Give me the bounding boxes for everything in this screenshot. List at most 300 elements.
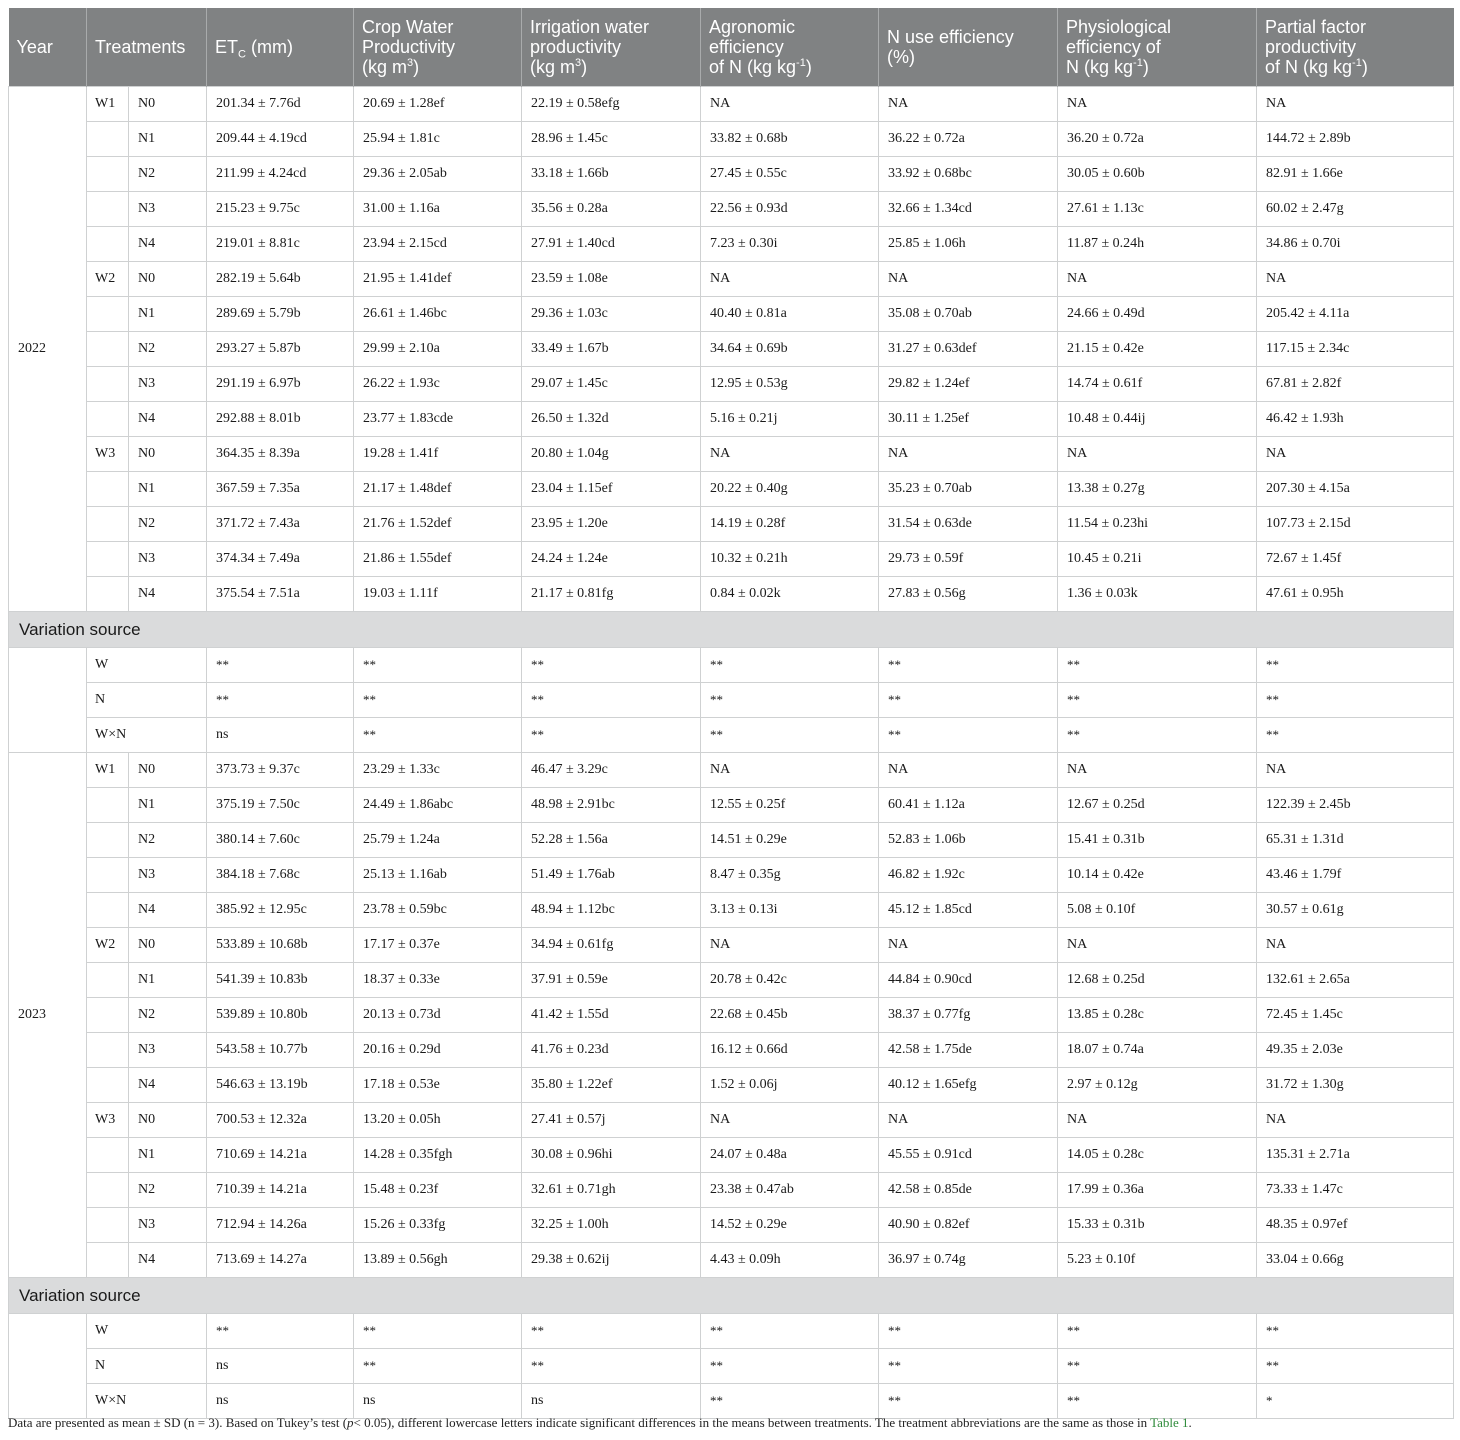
nitrogen-treatment-cell: N0 [129, 262, 207, 297]
value-cell: 10.48 ± 0.44ij [1058, 402, 1257, 437]
significance-cell: ** [1058, 648, 1257, 683]
value-cell: 14.19 ± 0.28f [701, 507, 879, 542]
year-cell: 2022 [9, 87, 87, 612]
significance-cell: ns [207, 1384, 354, 1419]
value-cell: NA [1257, 262, 1454, 297]
significance-cell: ** [1257, 1349, 1454, 1384]
value-cell: 710.69 ± 14.21a [207, 1138, 354, 1173]
value-cell: 29.99 ± 2.10a [354, 332, 522, 367]
value-cell: 14.51 ± 0.29e [701, 823, 879, 858]
significance-cell: ** [354, 648, 522, 683]
value-cell: 40.90 ± 0.82ef [879, 1208, 1058, 1243]
value-cell: 201.34 ± 7.76d [207, 87, 354, 122]
value-cell: NA [879, 262, 1058, 297]
nitrogen-treatment-cell: N2 [129, 823, 207, 858]
value-cell: 373.73 ± 9.37c [207, 753, 354, 788]
value-cell: 21.17 ± 0.81fg [522, 577, 701, 612]
significance-cell: ns [207, 1349, 354, 1384]
value-cell: 14.52 ± 0.29e [701, 1208, 879, 1243]
value-cell: 207.30 ± 4.15a [1257, 472, 1454, 507]
value-cell: 209.44 ± 4.19cd [207, 122, 354, 157]
significance-cell: ns [522, 1384, 701, 1419]
nitrogen-treatment-cell: N3 [129, 192, 207, 227]
value-cell: 17.17 ± 0.37e [354, 928, 522, 963]
value-cell: 205.42 ± 4.11a [1257, 297, 1454, 332]
value-cell: 10.14 ± 0.42e [1058, 858, 1257, 893]
value-cell: NA [1058, 87, 1257, 122]
value-cell: 33.49 ± 1.67b [522, 332, 701, 367]
nitrogen-treatment-cell: N1 [129, 122, 207, 157]
value-cell: 31.27 ± 0.63def [879, 332, 1058, 367]
variation-blank-cell [9, 648, 87, 753]
header-etc: $ET_C$ (mm) [207, 8, 354, 87]
value-cell: 36.22 ± 0.72a [879, 122, 1058, 157]
table-row [9, 367, 1454, 402]
value-cell: 546.63 ± 13.19b [207, 1068, 354, 1103]
value-cell: 700.53 ± 12.32a [207, 1103, 354, 1138]
significance-cell: ** [1257, 648, 1454, 683]
value-cell: 31.54 ± 0.63de [879, 507, 1058, 542]
value-cell: NA [1257, 1103, 1454, 1138]
value-cell: 26.61 ± 1.46bc [354, 297, 522, 332]
significance-cell: ** [701, 1314, 879, 1349]
value-cell: NA [701, 437, 879, 472]
value-cell: NA [701, 87, 879, 122]
value-cell: 31.72 ± 1.30g [1257, 1068, 1454, 1103]
value-cell: 1.36 ± 0.03k [1058, 577, 1257, 612]
significance-cell: ** [354, 1314, 522, 1349]
variation-row [9, 648, 1454, 683]
variation-row [9, 718, 1454, 753]
value-cell: 35.23 ± 0.70ab [879, 472, 1058, 507]
value-cell: 30.11 ± 1.25ef [879, 402, 1058, 437]
water-treatment-cell-empty [87, 1138, 129, 1173]
nitrogen-treatment-cell: N1 [129, 1138, 207, 1173]
value-cell: 23.94 ± 2.15cd [354, 227, 522, 262]
value-cell: 24.24 ± 1.24e [522, 542, 701, 577]
table-container [8, 8, 1453, 1419]
value-cell: 23.78 ± 0.59bc [354, 893, 522, 928]
value-cell: 1.52 ± 0.06j [701, 1068, 879, 1103]
value-cell: 364.35 ± 8.39a [207, 437, 354, 472]
value-cell: 13.89 ± 0.56gh [354, 1243, 522, 1278]
value-cell: NA [1058, 437, 1257, 472]
value-cell: 28.96 ± 1.45c [522, 122, 701, 157]
value-cell: 40.40 ± 0.81a [701, 297, 879, 332]
table-row [9, 823, 1454, 858]
value-cell: 13.38 ± 0.27g [1058, 472, 1257, 507]
value-cell: 2.97 ± 0.12g [1058, 1068, 1257, 1103]
value-cell: 107.73 ± 2.15d [1257, 507, 1454, 542]
header-partial-factor-productivity: Partial factor productivity of N (kg $kg^{-1}$) [1257, 8, 1454, 87]
water-treatment-cell-empty [87, 332, 129, 367]
water-treatment-cell-empty [87, 998, 129, 1033]
variation-source-row [9, 1278, 1454, 1314]
variation-blank-cell [9, 1314, 87, 1419]
value-cell: 374.34 ± 7.49a [207, 542, 354, 577]
header-crop-water-productivity: Crop Water Productivity (kg $m^3$) [354, 8, 522, 87]
value-cell: 36.97 ± 0.74g [879, 1243, 1058, 1278]
value-cell: 23.38 ± 0.47ab [701, 1173, 879, 1208]
value-cell: 51.49 ± 1.76ab [522, 858, 701, 893]
value-cell: 44.84 ± 0.90cd [879, 963, 1058, 998]
value-cell: 713.69 ± 14.27a [207, 1243, 354, 1278]
value-cell: NA [1058, 928, 1257, 963]
table-row [9, 1138, 1454, 1173]
significance-cell: ** [354, 683, 522, 718]
value-cell: 17.99 ± 0.36a [1058, 1173, 1257, 1208]
value-cell: 18.07 ± 0.74a [1058, 1033, 1257, 1068]
value-cell: 211.99 ± 4.24cd [207, 157, 354, 192]
value-cell: 52.83 ± 1.06b [879, 823, 1058, 858]
nitrogen-treatment-cell: N0 [129, 753, 207, 788]
value-cell: 10.32 ± 0.21h [701, 542, 879, 577]
value-cell: 37.91 ± 0.59e [522, 963, 701, 998]
water-treatment-cell-empty [87, 507, 129, 542]
table-row [9, 788, 1454, 823]
value-cell: 16.12 ± 0.66d [701, 1033, 879, 1068]
value-cell: 4.43 ± 0.09h [701, 1243, 879, 1278]
variation-row [9, 1349, 1454, 1384]
value-cell: 46.47 ± 3.29c [522, 753, 701, 788]
value-cell: 35.56 ± 0.28a [522, 192, 701, 227]
value-cell: 15.26 ± 0.33fg [354, 1208, 522, 1243]
variation-row [9, 683, 1454, 718]
water-treatment-cell-empty [87, 1208, 129, 1243]
significance-cell: ** [1058, 1349, 1257, 1384]
nitrogen-treatment-cell: N3 [129, 1033, 207, 1068]
value-cell: 45.55 ± 0.91cd [879, 1138, 1058, 1173]
table-row [9, 1103, 1454, 1138]
value-cell: 25.13 ± 1.16ab [354, 858, 522, 893]
header-year: Year [9, 8, 87, 87]
table-row [9, 227, 1454, 262]
water-treatment-cell: W1 [87, 753, 129, 788]
value-cell: 12.95 ± 0.53g [701, 367, 879, 402]
water-treatment-cell-empty [87, 893, 129, 928]
value-cell: NA [879, 928, 1058, 963]
value-cell: 31.00 ± 1.16a [354, 192, 522, 227]
value-cell: NA [1257, 753, 1454, 788]
water-treatment-cell-empty [87, 472, 129, 507]
value-cell: 122.39 ± 2.45b [1257, 788, 1454, 823]
table-row [9, 542, 1454, 577]
header-agronomic-efficiency: Agronomic efficiency of N (kg $kg^{-1}$) [701, 8, 879, 87]
variation-factor-cell: W [87, 1314, 207, 1349]
value-cell: 27.45 ± 0.55c [701, 157, 879, 192]
value-cell: NA [879, 87, 1058, 122]
value-cell: NA [701, 1103, 879, 1138]
value-cell: 21.76 ± 1.52def [354, 507, 522, 542]
value-cell: 32.25 ± 1.00h [522, 1208, 701, 1243]
nitrogen-treatment-cell: N2 [129, 1173, 207, 1208]
water-treatment-cell-empty [87, 577, 129, 612]
value-cell: 20.16 ± 0.29d [354, 1033, 522, 1068]
value-cell: 72.45 ± 1.45c [1257, 998, 1454, 1033]
value-cell: 219.01 ± 8.81c [207, 227, 354, 262]
table-row [9, 963, 1454, 998]
value-cell: 23.59 ± 1.08e [522, 262, 701, 297]
water-treatment-cell-empty [87, 1033, 129, 1068]
value-cell: 23.77 ± 1.83cde [354, 402, 522, 437]
variation-source-label: Variation source [9, 612, 1454, 648]
nitrogen-treatment-cell: N3 [129, 1208, 207, 1243]
value-cell: 27.61 ± 1.13c [1058, 192, 1257, 227]
nitrogen-treatment-cell: N0 [129, 437, 207, 472]
significance-cell: ** [522, 1314, 701, 1349]
year-cell: 2023 [9, 753, 87, 1278]
value-cell: 36.20 ± 0.72a [1058, 122, 1257, 157]
value-cell: 29.73 ± 0.59f [879, 542, 1058, 577]
value-cell: 20.22 ± 0.40g [701, 472, 879, 507]
nitrogen-treatment-cell: N3 [129, 858, 207, 893]
value-cell: 27.83 ± 0.56g [879, 577, 1058, 612]
value-cell: 32.61 ± 0.71gh [522, 1173, 701, 1208]
variation-factor-cell: N [87, 683, 207, 718]
value-cell: 34.86 ± 0.70i [1257, 227, 1454, 262]
table-row [9, 192, 1454, 227]
value-cell: 41.42 ± 1.55d [522, 998, 701, 1033]
value-cell: 3.13 ± 0.13i [701, 893, 879, 928]
table-row [9, 1173, 1454, 1208]
value-cell: 33.92 ± 0.68bc [879, 157, 1058, 192]
table-row [9, 1208, 1454, 1243]
value-cell: 60.41 ± 1.12a [879, 788, 1058, 823]
variation-row [9, 1314, 1454, 1349]
significance-cell: ** [354, 1349, 522, 1384]
value-cell: 13.20 ± 0.05h [354, 1103, 522, 1138]
value-cell: 29.36 ± 1.03c [522, 297, 701, 332]
value-cell: 20.78 ± 0.42c [701, 963, 879, 998]
value-cell: 40.12 ± 1.65efg [879, 1068, 1058, 1103]
value-cell: 543.58 ± 10.77b [207, 1033, 354, 1068]
water-treatment-cell-empty [87, 1173, 129, 1208]
variation-row [9, 1384, 1454, 1419]
nitrogen-treatment-cell: N0 [129, 1103, 207, 1138]
value-cell: 22.68 ± 0.45b [701, 998, 879, 1033]
significance-cell: ** [879, 648, 1058, 683]
table-row [9, 402, 1454, 437]
significance-cell: ** [879, 683, 1058, 718]
value-cell: 29.07 ± 1.45c [522, 367, 701, 402]
value-cell: 19.28 ± 1.41f [354, 437, 522, 472]
value-cell: NA [879, 753, 1058, 788]
value-cell: 5.23 ± 0.10f [1058, 1243, 1257, 1278]
value-cell: 26.22 ± 1.93c [354, 367, 522, 402]
water-treatment-cell-empty [87, 157, 129, 192]
significance-cell: ** [879, 1349, 1058, 1384]
results-table [8, 8, 1454, 1419]
header-treatments: Treatments [87, 8, 207, 87]
value-cell: 710.39 ± 14.21a [207, 1173, 354, 1208]
table-row [9, 507, 1454, 542]
nitrogen-treatment-cell: N1 [129, 297, 207, 332]
value-cell: 19.03 ± 1.11f [354, 577, 522, 612]
value-cell: 12.55 ± 0.25f [701, 788, 879, 823]
water-treatment-cell-empty [87, 963, 129, 998]
water-treatment-cell: W3 [87, 1103, 129, 1138]
value-cell: 24.66 ± 0.49d [1058, 297, 1257, 332]
significance-cell: ** [1058, 1384, 1257, 1419]
value-cell: 380.14 ± 7.60c [207, 823, 354, 858]
value-cell: 21.86 ± 1.55def [354, 542, 522, 577]
significance-cell: ** [522, 718, 701, 753]
water-treatment-cell-empty [87, 788, 129, 823]
value-cell: 18.37 ± 0.33e [354, 963, 522, 998]
value-cell: 712.94 ± 14.26a [207, 1208, 354, 1243]
nitrogen-treatment-cell: N4 [129, 893, 207, 928]
value-cell: 45.12 ± 1.85cd [879, 893, 1058, 928]
value-cell: 23.04 ± 1.15ef [522, 472, 701, 507]
significance-cell: ** [1058, 683, 1257, 718]
significance-cell: ** [701, 718, 879, 753]
value-cell: 541.39 ± 10.83b [207, 963, 354, 998]
table-row [9, 893, 1454, 928]
value-cell: 132.61 ± 2.65a [1257, 963, 1454, 998]
value-cell: 15.41 ± 0.31b [1058, 823, 1257, 858]
value-cell: 533.89 ± 10.68b [207, 928, 354, 963]
nitrogen-treatment-cell: N2 [129, 157, 207, 192]
nitrogen-treatment-cell: N2 [129, 507, 207, 542]
significance-cell: ** [1257, 718, 1454, 753]
value-cell: 46.42 ± 1.93h [1257, 402, 1454, 437]
value-cell: 35.08 ± 0.70ab [879, 297, 1058, 332]
value-cell: 8.47 ± 0.35g [701, 858, 879, 893]
value-cell: 13.85 ± 0.28c [1058, 998, 1257, 1033]
value-cell: NA [1058, 262, 1257, 297]
header-irrigation-water-productivity: Irrigation water productivity (kg $m^3$) [522, 8, 701, 87]
value-cell: 11.54 ± 0.23hi [1058, 507, 1257, 542]
table-row [9, 262, 1454, 297]
value-cell: 385.92 ± 12.95c [207, 893, 354, 928]
significance-cell: ** [701, 683, 879, 718]
value-cell: 27.41 ± 0.57j [522, 1103, 701, 1138]
water-treatment-cell-empty [87, 122, 129, 157]
significance-cell: ** [1257, 683, 1454, 718]
value-cell: 30.57 ± 0.61g [1257, 893, 1454, 928]
table-row [9, 858, 1454, 893]
value-cell: 30.05 ± 0.60b [1058, 157, 1257, 192]
table-header-row [9, 8, 1454, 87]
significance-cell: ** [1257, 1314, 1454, 1349]
value-cell: 289.69 ± 5.79b [207, 297, 354, 332]
value-cell: 15.33 ± 0.31b [1058, 1208, 1257, 1243]
nitrogen-treatment-cell: N4 [129, 577, 207, 612]
value-cell: 14.74 ± 0.61f [1058, 367, 1257, 402]
water-treatment-cell: W3 [87, 437, 129, 472]
value-cell: 14.05 ± 0.28c [1058, 1138, 1257, 1173]
table-row [9, 577, 1454, 612]
value-cell: 52.28 ± 1.56a [522, 823, 701, 858]
value-cell: 60.02 ± 2.47g [1257, 192, 1454, 227]
significance-cell: ** [701, 1384, 879, 1419]
value-cell: 371.72 ± 7.43a [207, 507, 354, 542]
value-cell: 135.31 ± 2.71a [1257, 1138, 1454, 1173]
value-cell: 33.82 ± 0.68b [701, 122, 879, 157]
value-cell: 30.08 ± 0.96hi [522, 1138, 701, 1173]
significance-cell: ** [879, 1314, 1058, 1349]
significance-cell: ** [207, 1314, 354, 1349]
value-cell: 384.18 ± 7.68c [207, 858, 354, 893]
value-cell: NA [1257, 928, 1454, 963]
table-row [9, 332, 1454, 367]
nitrogen-treatment-cell: N4 [129, 1243, 207, 1278]
table-1-link[interactable]: Table 1 [1150, 1415, 1189, 1430]
significance-cell: ** [354, 718, 522, 753]
value-cell: 292.88 ± 8.01b [207, 402, 354, 437]
value-cell: 23.29 ± 1.33c [354, 753, 522, 788]
value-cell: 25.94 ± 1.81c [354, 122, 522, 157]
value-cell: 215.23 ± 9.75c [207, 192, 354, 227]
variation-source-label: Variation source [9, 1278, 1454, 1314]
value-cell: 48.98 ± 2.91bc [522, 788, 701, 823]
significance-cell: ** [879, 1384, 1058, 1419]
significance-cell: ** [879, 718, 1058, 753]
value-cell: NA [701, 928, 879, 963]
value-cell: 12.68 ± 0.25d [1058, 963, 1257, 998]
value-cell: 10.45 ± 0.21i [1058, 542, 1257, 577]
value-cell: 25.85 ± 1.06h [879, 227, 1058, 262]
water-treatment-cell-empty [87, 1243, 129, 1278]
variation-factor-cell: N [87, 1349, 207, 1384]
water-treatment-cell-empty [87, 227, 129, 262]
significance-cell: ** [207, 683, 354, 718]
value-cell: 27.91 ± 1.40cd [522, 227, 701, 262]
table-body [9, 87, 1454, 1419]
value-cell: 48.35 ± 0.97ef [1257, 1208, 1454, 1243]
variation-factor-cell: W×N [87, 1384, 207, 1419]
water-treatment-cell-empty [87, 858, 129, 893]
value-cell: 539.89 ± 10.80b [207, 998, 354, 1033]
table-row [9, 122, 1454, 157]
table-row [9, 87, 1454, 122]
significance-cell: ns [207, 718, 354, 753]
header-physiological-efficiency: Physiological efficiency of N (kg $kg^{-1}$) [1058, 8, 1257, 87]
value-cell: 20.13 ± 0.73d [354, 998, 522, 1033]
value-cell: NA [1257, 87, 1454, 122]
value-cell: 21.95 ± 1.41def [354, 262, 522, 297]
value-cell: 29.82 ± 1.24ef [879, 367, 1058, 402]
nitrogen-treatment-cell: N4 [129, 402, 207, 437]
value-cell: 367.59 ± 7.35a [207, 472, 354, 507]
value-cell: 282.19 ± 5.64b [207, 262, 354, 297]
table-row [9, 437, 1454, 472]
value-cell: 67.81 ± 2.82f [1257, 367, 1454, 402]
value-cell: 72.67 ± 1.45f [1257, 542, 1454, 577]
value-cell: NA [701, 262, 879, 297]
value-cell: 46.82 ± 1.92c [879, 858, 1058, 893]
significance-cell: ** [522, 1349, 701, 1384]
value-cell: NA [1058, 1103, 1257, 1138]
water-treatment-cell-empty [87, 297, 129, 332]
water-treatment-cell-empty [87, 542, 129, 577]
water-treatment-cell: W1 [87, 87, 129, 122]
table-row [9, 928, 1454, 963]
value-cell: 24.07 ± 0.48a [701, 1138, 879, 1173]
variation-factor-cell: W×N [87, 718, 207, 753]
variation-source-row [9, 612, 1454, 648]
significance-cell: ** [1058, 718, 1257, 753]
value-cell: NA [1257, 437, 1454, 472]
value-cell: 291.19 ± 6.97b [207, 367, 354, 402]
table-row [9, 1243, 1454, 1278]
significance-cell: ** [701, 1349, 879, 1384]
water-treatment-cell-empty [87, 823, 129, 858]
table-row [9, 297, 1454, 332]
variation-factor-cell: W [87, 648, 207, 683]
value-cell: 33.04 ± 0.66g [1257, 1243, 1454, 1278]
value-cell: 33.18 ± 1.66b [522, 157, 701, 192]
